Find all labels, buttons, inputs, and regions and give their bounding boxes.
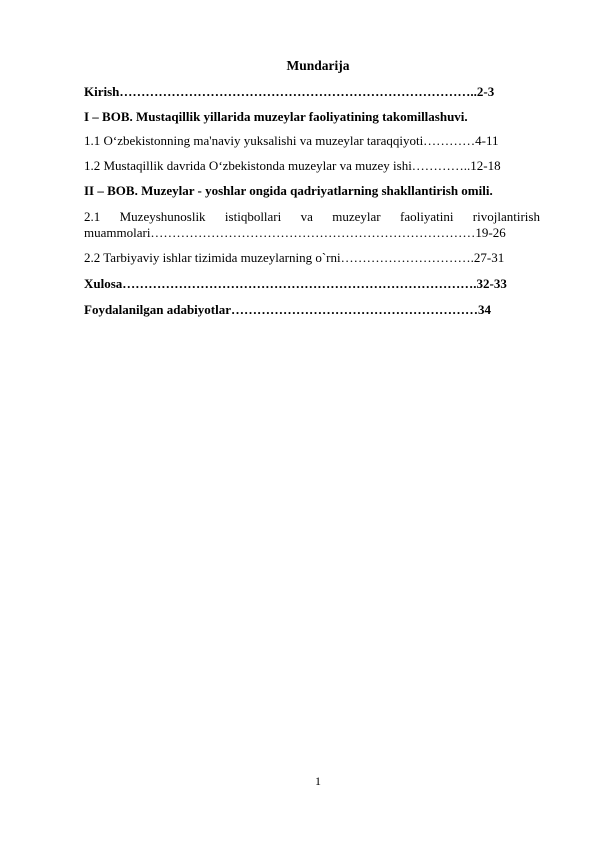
toc-entry-2-2: 2.2 Tarbiyaviy ishlar tizimida muzeylarning o`rni………………………….27-31 — [84, 250, 505, 265]
toc-entry-kirish: Kirish………………………………………………………………………..2-3 — [84, 84, 495, 99]
page-number: 1 — [315, 774, 321, 788]
toc-entry-references: Foydalanilgan adabiyotlar…………………………………………………34 — [84, 302, 491, 317]
toc-entry-chapter-1: I – BOB. Mustaqillik yillarida muzeylar faoliyatining takomillashuvi. — [84, 109, 468, 124]
toc-entry-2-1-line-2: muammolari…………………………………………………………………19-26 — [84, 225, 506, 240]
toc-word: va — [300, 209, 313, 224]
toc-word: 2.1 — [84, 209, 101, 224]
toc-word: Muzeyshunoslik — [119, 209, 206, 224]
toc-entry-1-1: 1.1 O‘zbekistonning ma'naviy yuksalishi va muzeylar taraqqiyoti…………4-11 — [84, 133, 499, 148]
toc-word: faoliyatini — [400, 209, 454, 224]
toc-entry-2-1-line-1 — [84, 209, 540, 225]
toc-word: rivojlantirish — [472, 209, 540, 224]
page-title: Mundarija — [286, 58, 350, 73]
toc-entry-xulosa: Xulosa……………………………………………………………………….32-33 — [84, 276, 507, 291]
toc-word: istiqbollari — [224, 209, 282, 224]
toc-word: muzeylar — [332, 209, 381, 224]
toc-entry-chapter-2: II – BOB. Muzeylar - yoshlar ongida qadriyatlarning shakllantirish omili. — [84, 183, 493, 198]
toc-entry-1-2: 1.2 Mustaqillik davrida O‘zbekistonda muzeylar va muzey ishi…………..12-18 — [84, 158, 501, 173]
